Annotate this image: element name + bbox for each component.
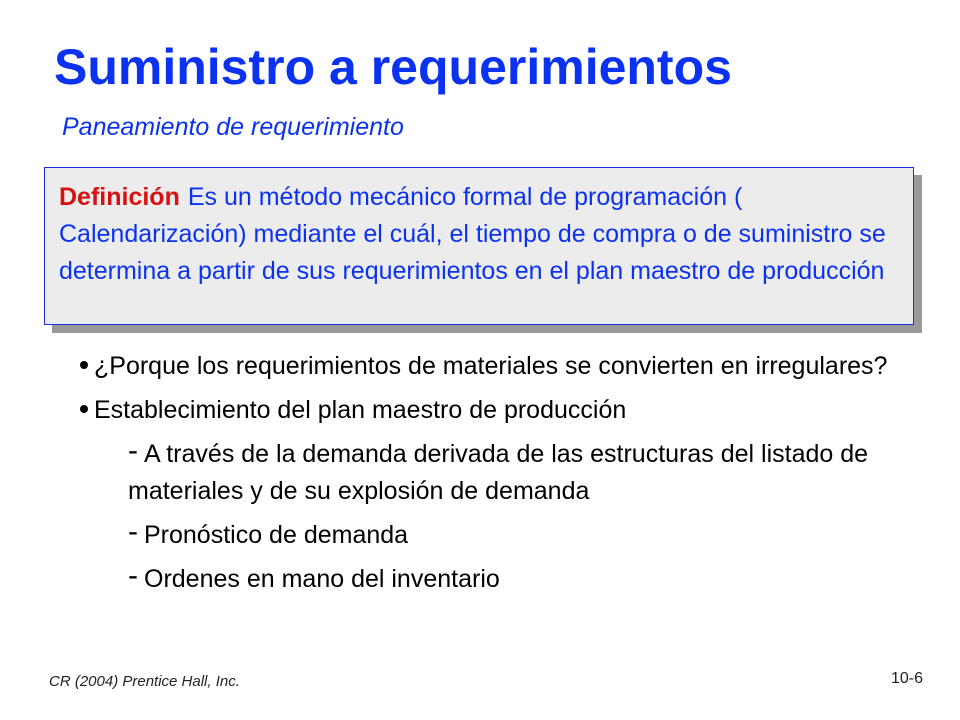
sub-bullet-item bbox=[74, 561, 934, 598]
slide-subtitle: Paneamiento de requerimiento bbox=[62, 113, 404, 141]
sub-bullet-item bbox=[74, 436, 934, 510]
bullet-dot-icon bbox=[80, 361, 88, 369]
bullet-list bbox=[74, 348, 934, 605]
footer-credit: CR (2004) Prentice Hall, Inc. bbox=[49, 673, 240, 690]
sub-bullet-text: Ordenes en mano del inventario bbox=[144, 565, 500, 593]
sub-bullet-text: A través de la demanda derivada de las estructuras del listado de materiales y de su explosión de demanda bbox=[128, 440, 869, 505]
page-number: 10-6 bbox=[890, 670, 923, 687]
definition-box bbox=[44, 167, 914, 325]
bullet-text: Establecimiento del plan maestro de producción bbox=[94, 396, 627, 424]
slide-title: Suministro a requerimientos bbox=[54, 39, 732, 95]
definition-label: Definición bbox=[59, 183, 180, 211]
bullet-item bbox=[74, 392, 934, 429]
dash-icon: - bbox=[128, 515, 138, 548]
sub-bullet-item bbox=[74, 517, 934, 554]
bullet-text: ¿Porque los requerimientos de materiales se convierten en irregulares? bbox=[94, 352, 888, 380]
sub-bullet-text: Pronóstico de demanda bbox=[144, 521, 409, 549]
bullet-dot-icon bbox=[80, 405, 88, 413]
dash-icon: - bbox=[128, 434, 138, 467]
dash-icon: - bbox=[128, 559, 138, 592]
bullet-item bbox=[74, 348, 934, 385]
definition-text: Es un método mecánico formal de programación ( Calendarización) mediante el cuál, el tiempo de compra o de suministro se determina a partir de sus requerimientos en el plan maestro de producción bbox=[59, 183, 886, 285]
